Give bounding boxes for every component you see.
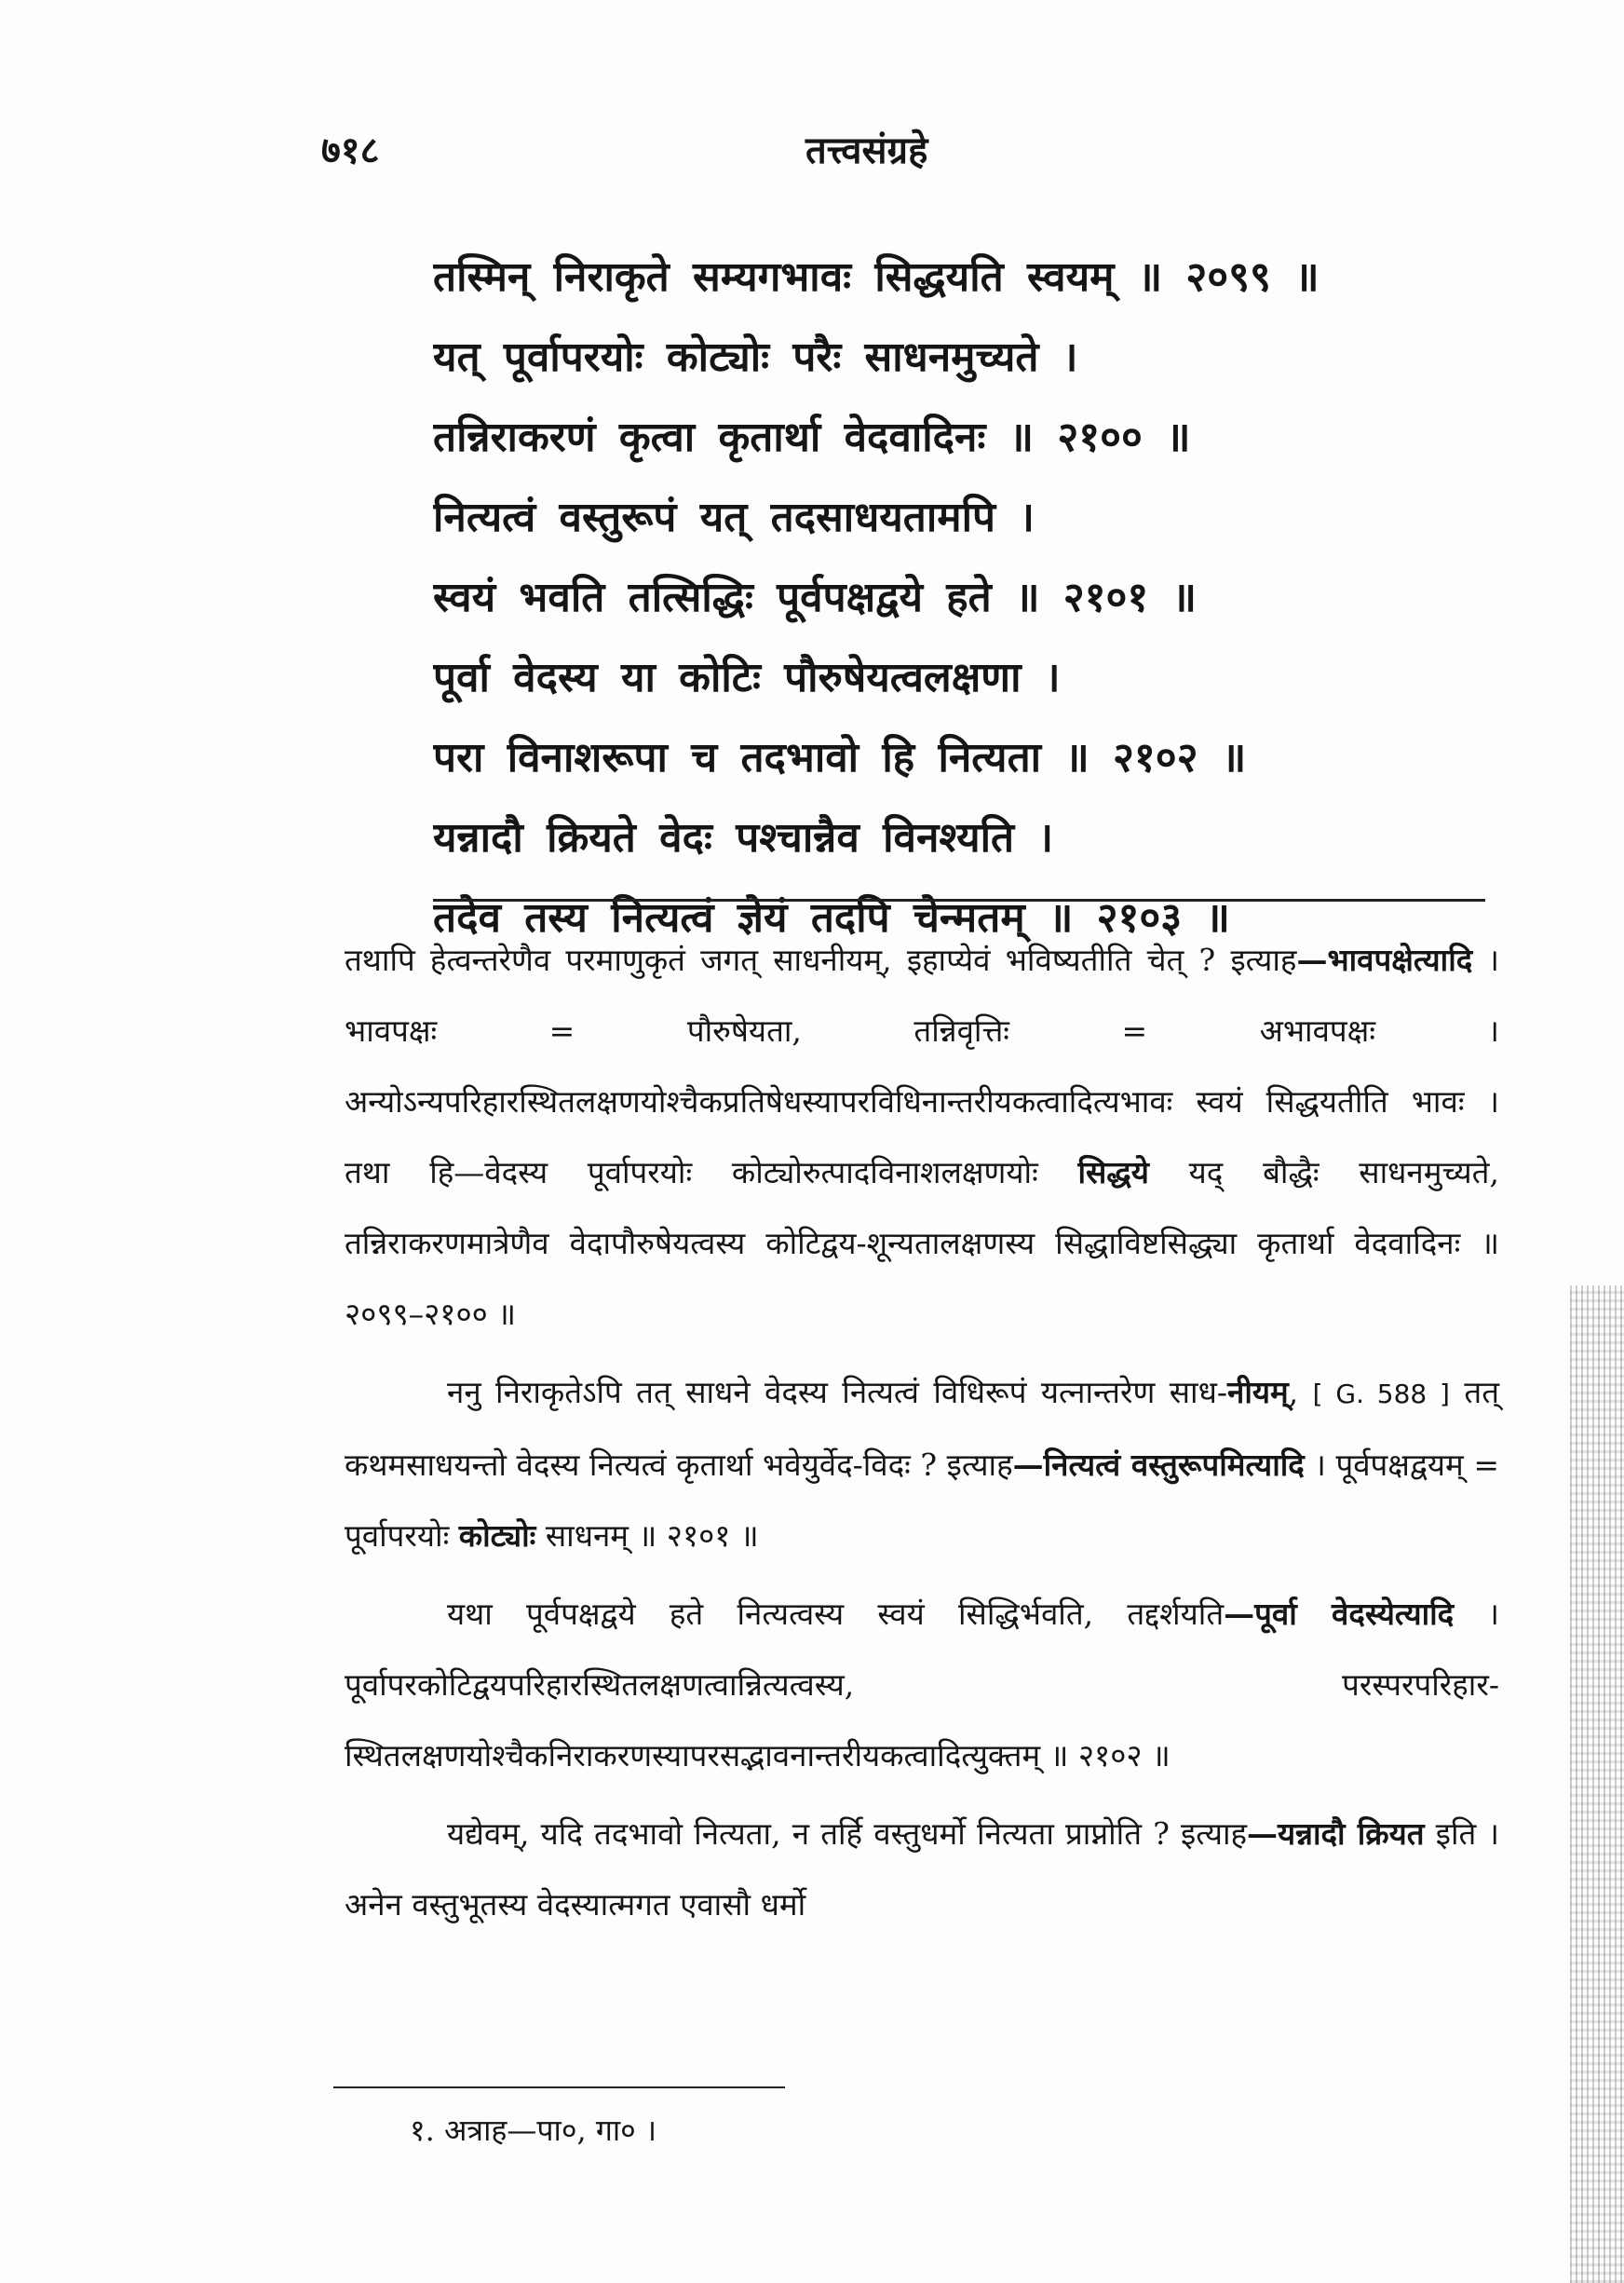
- commentary-text: यथा पूर्वपक्षद्वये हते नित्यत्वस्य स्वयं सिद्धिर्भवति, तद्दर्शयति: [447, 1596, 1225, 1632]
- commentary-block: [345, 925, 1499, 1948]
- verse-line: स्वयं भवति तत्सिद्धिः पूर्वपक्षद्वये हते ॥ २१०१ ॥: [433, 574, 1197, 621]
- commentary-keyword: —यन्नादौ क्रियत: [1247, 1815, 1425, 1852]
- verse-line: यत् पूर्वापरयोः कोट्योः परैः साधनमुच्यते ।: [433, 333, 1078, 381]
- scan-edge-artifact: [1570, 1285, 1624, 2283]
- commentary-keyword: —नित्यत्वं वस्तुरूपमित्यादि: [1012, 1447, 1305, 1483]
- commentary-text: ननु निराकृतेऽपि तत् साधने वेदस्य नित्यत्वं विधिरूपं यत्नान्तरेण साध-: [447, 1374, 1228, 1410]
- footnote-divider: [333, 2086, 785, 2088]
- commentary-keyword: —भावपक्षेत्यादि: [1296, 942, 1473, 978]
- page-header: [321, 123, 1485, 179]
- commentary-paragraph: [345, 1357, 1499, 1571]
- commentary-paragraph: [345, 925, 1499, 1350]
- commentary-text: । पूर्वापरकोटिद्वयपरिहारस्थितलक्षणत्वान्नित्यत्वस्य, परस्परपरिहार-स्थितलक्षणयोश्चैकनिराकरणस्यापरसद्भावनान्तरीयकत्वादित्युक्तम् ॥ २१०२ ॥: [345, 1596, 1499, 1773]
- commentary-text: तथापि हेत्वन्तरेणैव परमाणुकृतं जगत् साधनीयम्, इहाप्येवं भविष्यतीति चेत् ? इत्याह: [345, 942, 1297, 978]
- verse-line: यन्नादौ क्रियते वेदः पश्चान्नैव विनश्यति ।: [433, 814, 1054, 862]
- running-title: तत्त्वसंग्रहे: [805, 129, 928, 172]
- commentary-keyword: —पूर्वा वेदस्येत्यादि: [1224, 1596, 1455, 1632]
- commentary-text: । पूर्वपक्षद्वयम् = पूर्वापरयोः: [345, 1447, 1499, 1554]
- page-reference: [ G. 588 ]: [1312, 1379, 1450, 1409]
- section-divider: [433, 899, 1485, 902]
- commentary-keyword: सिद्धये: [1077, 1154, 1149, 1190]
- commentary-text: इति । अनेन वस्तुभूतस्य वेदस्यात्मगत एवासौ धर्मो: [345, 1815, 1499, 1923]
- commentary-text: । भावपक्षः = पौरुषेयता, तन्निवृत्तिः = अभावपक्षः । अन्योऽन्यपरिहारस्थितलक्षणयोश्चैकप्रतिषेधस्यापरविधिनान्तरीयकत्वादित्यभावः स्वयं सिद्धयतीति भावः । तथा हि—वेदस्य पूर्वापरयोः कोट्योरुत्पादविनाशलक्षणयोः: [345, 942, 1499, 1190]
- verse-line: तस्मिन् निराकृते सम्यगभावः सिद्धयति स्वयम् ॥ २०९९ ॥: [433, 253, 1320, 301]
- commentary-text: यद् बौद्धैः साधनमुच्यते, तन्निराकरणमात्रेणैव वेदापौरुषेयत्वस्य कोटिद्वय-शून्यतालक्षणस्य सिद्धाविष्टसिद्ध्या कृतार्था वेदवादिनः ॥ २०९९–२१०० ॥: [345, 1154, 1499, 1332]
- commentary-text: साधनम् ॥ २१०१ ॥: [545, 1517, 759, 1554]
- page-number: ७१८: [321, 129, 380, 172]
- commentary-paragraph: [345, 1799, 1499, 1940]
- commentary-text: तत् कथमसाधयन्तो वेदस्य नित्यत्वं कृतार्था भवेयुर्वेद-विदः ? इत्याह: [345, 1374, 1500, 1483]
- commentary-keyword: नीयम्: [1227, 1374, 1289, 1410]
- verse-block: [433, 238, 1476, 958]
- verse-line: पूर्वा वेदस्य या कोटिः पौरुषेयत्वलक्षणा ।: [433, 654, 1061, 701]
- verse-line: परा विनाशरूपा च तदभावो हि नित्यता ॥ २१०२ ॥: [433, 734, 1247, 781]
- verse-line: नित्यत्वं वस्तुरूपं यत् तदसाधयतामपि ।: [433, 494, 1035, 541]
- commentary-text: ,: [1288, 1374, 1299, 1410]
- footnote: १. अत्राह—पा०, गा० ।: [410, 2113, 657, 2148]
- verse-line: तदेव तस्य नित्यत्वं ज्ञेयं तदपि चेन्मतम् ॥ २१०३ ॥: [433, 894, 1230, 942]
- commentary-paragraph: [345, 1579, 1499, 1791]
- commentary-text: यद्येवम्, यदि तदभावो नित्यता, न तर्हि वस्तुधर्मो नित्यता प्राप्नोति ? इत्याह: [447, 1815, 1248, 1852]
- verse-line: तन्निराकरणं कृत्वा कृतार्था वेदवादिनः ॥ २१०० ॥: [433, 414, 1191, 461]
- commentary-keyword: कोट्योः: [458, 1517, 536, 1554]
